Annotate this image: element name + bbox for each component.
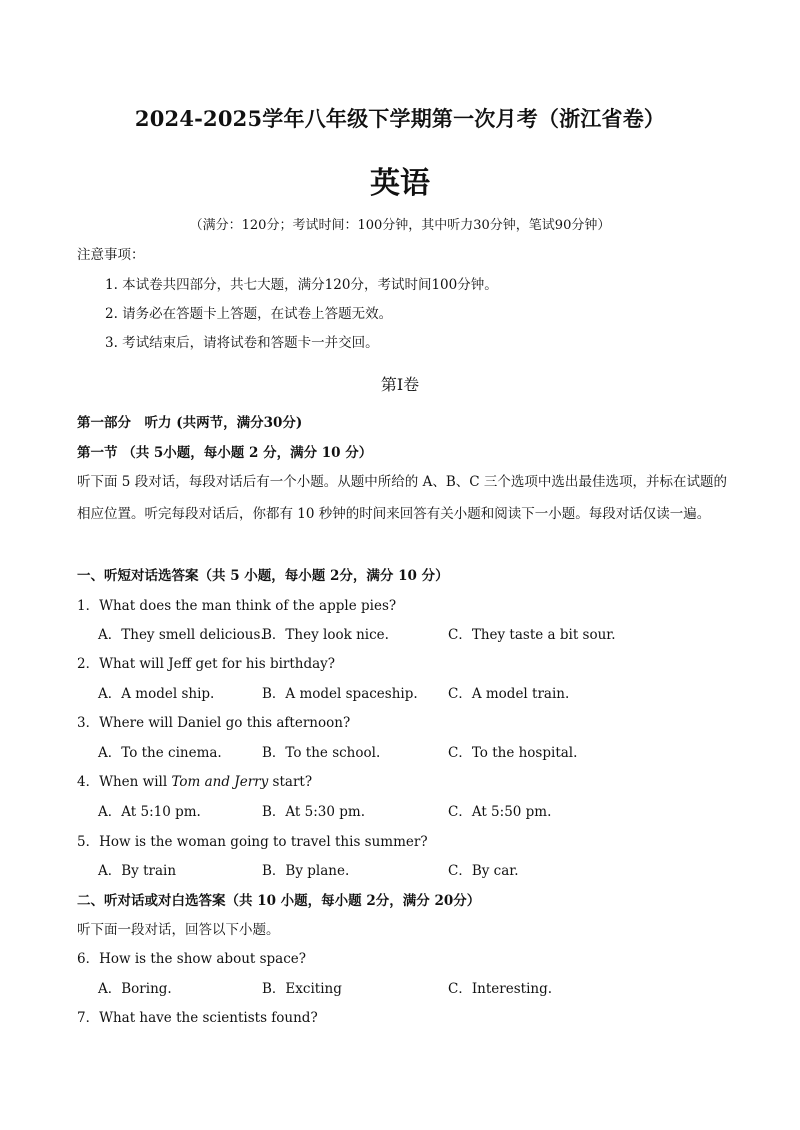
question-number: 2． (77, 656, 100, 672)
question-number: 7． (77, 1010, 100, 1026)
option-c[interactable]: C．By car. (448, 863, 519, 879)
group1-heading: 一、听短对话选答案（共 5 小题，每小题 2分，满分 10 分） (77, 568, 449, 584)
option-a[interactable]: A．To the cinema. (98, 745, 222, 761)
question-number: 5． (77, 834, 100, 850)
option-b[interactable]: B．At 5:30 pm. (262, 804, 365, 820)
question-4 (77, 773, 312, 791)
question-2 (77, 655, 335, 673)
group2-heading (77, 892, 480, 910)
option-b[interactable]: B．Exciting (262, 981, 342, 997)
volume-title: 第I卷 (380, 375, 420, 394)
question-text: When will (99, 774, 172, 790)
option-c[interactable]: C．Interesting. (448, 981, 553, 997)
question-text: Where will Daniel go this afternoon? (99, 715, 351, 731)
option-a[interactable]: A．At 5:10 pm. (98, 804, 201, 820)
question-5 (77, 833, 428, 851)
part1-heading: 第一部分 听力 (共两节，满分30分) (77, 415, 303, 431)
group2-heading-text: 二、听对话或对白选答案（共 10 小题，每小题 2分，满分 20分） (77, 893, 481, 909)
question-text: What does the man think of the apple pies? (99, 598, 397, 614)
option-b[interactable]: B．They look nice. (262, 627, 389, 643)
option-a[interactable]: A．By train (98, 863, 177, 879)
question-7 (77, 1009, 318, 1027)
option-c[interactable]: C．To the hospital. (448, 745, 578, 761)
title-italic: Tom and Jerry (171, 774, 269, 790)
question-1 (77, 597, 396, 615)
option-c[interactable]: C．They taste a bit sour. (448, 627, 616, 643)
question-number: 4． (77, 774, 100, 790)
question-text: What will Jeff get for his birthday? (99, 656, 336, 672)
question-text-end: start? (268, 774, 313, 790)
option-a[interactable]: A．A model ship. (98, 686, 215, 702)
option-a[interactable]: A．Boring. (98, 981, 172, 997)
notice-item: 2. 请务必在答题卡上答题，在试卷上答题无效。 (105, 306, 393, 322)
question-number: 3． (77, 715, 100, 731)
option-b[interactable]: B．A model spaceship. (262, 686, 418, 702)
option-a[interactable]: A．They smell delicious. (98, 627, 265, 643)
question-text: What have the scientists found? (99, 1010, 318, 1026)
group2-instruction: 听下面一段对话，回答以下小题。 (77, 922, 280, 938)
question-number: 1． (77, 598, 100, 614)
question-3 (77, 714, 350, 732)
notice-item: 1. 本试卷共四部分，共七大题，满分120分，考试时间100分钟。 (105, 277, 498, 293)
option-c[interactable]: C．At 5:50 pm. (448, 804, 552, 820)
question-6 (77, 950, 306, 968)
listening-instructions: 听下面 5 段对话，每段对话后有一个小题。从题中所给的 A、B、C 三个选项中选出最佳选项，并标在试题的相应位置。听完每段对话后，你都有 10 秒钟的时间来回答有关小题和阅读下一小题。每段对话仅读一遍。 (77, 474, 727, 522)
question-number: 6． (77, 951, 100, 967)
option-c[interactable]: C．A model train. (448, 686, 570, 702)
question-text: How is the woman going to travel this summer? (99, 834, 428, 850)
exam-title: 2024-2025学年八年级下学期第一次月考（浙江省卷） (134, 106, 666, 131)
notice-heading: 注意事项： (77, 247, 145, 263)
option-b[interactable]: B．To the school. (262, 745, 381, 761)
option-b[interactable]: B．By plane. (262, 863, 350, 879)
section1-heading: 第一节 （共 5小题，每小题 2 分，满分 10 分） (77, 445, 373, 461)
exam-info: （满分：120分；考试时间：100分钟，其中听力30分钟，笔试90分钟） (189, 218, 611, 233)
subject-title: 英语 (370, 166, 430, 201)
question-text: How is the show about space? (99, 951, 307, 967)
notice-item: 3. 考试结束后，请将试卷和答题卡一并交回。 (105, 335, 379, 351)
